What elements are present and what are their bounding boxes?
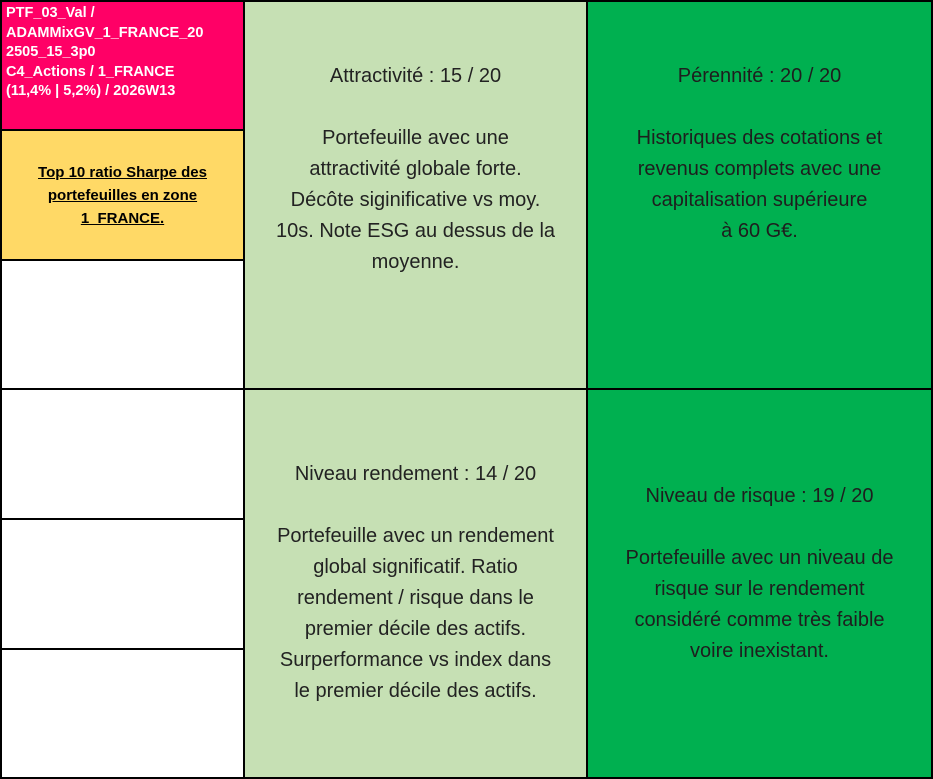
risque-description — [626, 543, 894, 667]
description-line: capitalisation supérieure — [651, 189, 868, 211]
rendement-description — [277, 521, 554, 707]
blank-cell — [0, 259, 245, 390]
description-line: premier décile des actifs. — [304, 617, 527, 640]
attractivite-panel — [243, 0, 588, 390]
header-line: PTF_03_Val / — [6, 5, 95, 21]
description-line: rendement / risque dans le — [297, 586, 534, 609]
description-line: à 60 G€. — [721, 220, 798, 242]
header-line: 2505_15_3p0 — [6, 44, 96, 60]
rendement-title: Niveau rendement : 14 / 20 — [294, 462, 537, 485]
top10-label — [0, 129, 245, 261]
description-line: le premier décile des actifs. — [294, 679, 537, 702]
risque-title: Niveau de risque : 19 / 20 — [645, 484, 874, 507]
description-line: Portefeuille avec un niveau de — [625, 546, 894, 569]
description-line: moyenne. — [371, 250, 460, 273]
blank-cell — [0, 518, 245, 650]
header-line: C4_Actions / 1_FRANCE — [6, 63, 175, 80]
description-line: considéré comme très faible — [634, 608, 885, 631]
header-line: ADAMMixGV_1_FRANCE_20 — [6, 24, 204, 41]
perennite-description — [637, 123, 883, 247]
description-line: Portefeuille avec une — [322, 126, 509, 149]
attractivite-title: Attractivité : 15 / 20 — [329, 64, 502, 87]
description-line: Historiques des cotations et — [636, 127, 883, 149]
perennite-title: Pérennité : 20 / 20 — [677, 65, 842, 87]
description-line: revenus complets avec une — [637, 158, 882, 180]
description-line: Portefeuille avec un rendement — [277, 524, 554, 547]
description-line: 10s. Note ESG au dessus de la — [275, 219, 556, 242]
attractivite-description — [276, 123, 555, 278]
risque-panel — [586, 388, 933, 779]
perennite-panel — [586, 0, 933, 390]
description-line: Surperformance vs index dans — [279, 648, 552, 671]
description-line: Décôte siginificative vs moy. — [290, 188, 541, 211]
description-line: voire inexistant. — [690, 639, 829, 662]
rendement-panel — [243, 388, 588, 779]
top10-text: Top 10 ratio Sharpe des portefeuilles en zone 1_FRANCE. — [38, 164, 207, 227]
description-line: global significatif. Ratio — [313, 555, 518, 578]
blank-cell — [0, 388, 245, 520]
portfolio-header — [0, 0, 245, 131]
blank-cell — [0, 648, 245, 779]
header-line: (11,4% | 5,2%) / 2026W13 — [6, 83, 176, 99]
description-line: attractivité globale forte. — [309, 157, 522, 180]
description-line: risque sur le rendement — [654, 577, 865, 600]
